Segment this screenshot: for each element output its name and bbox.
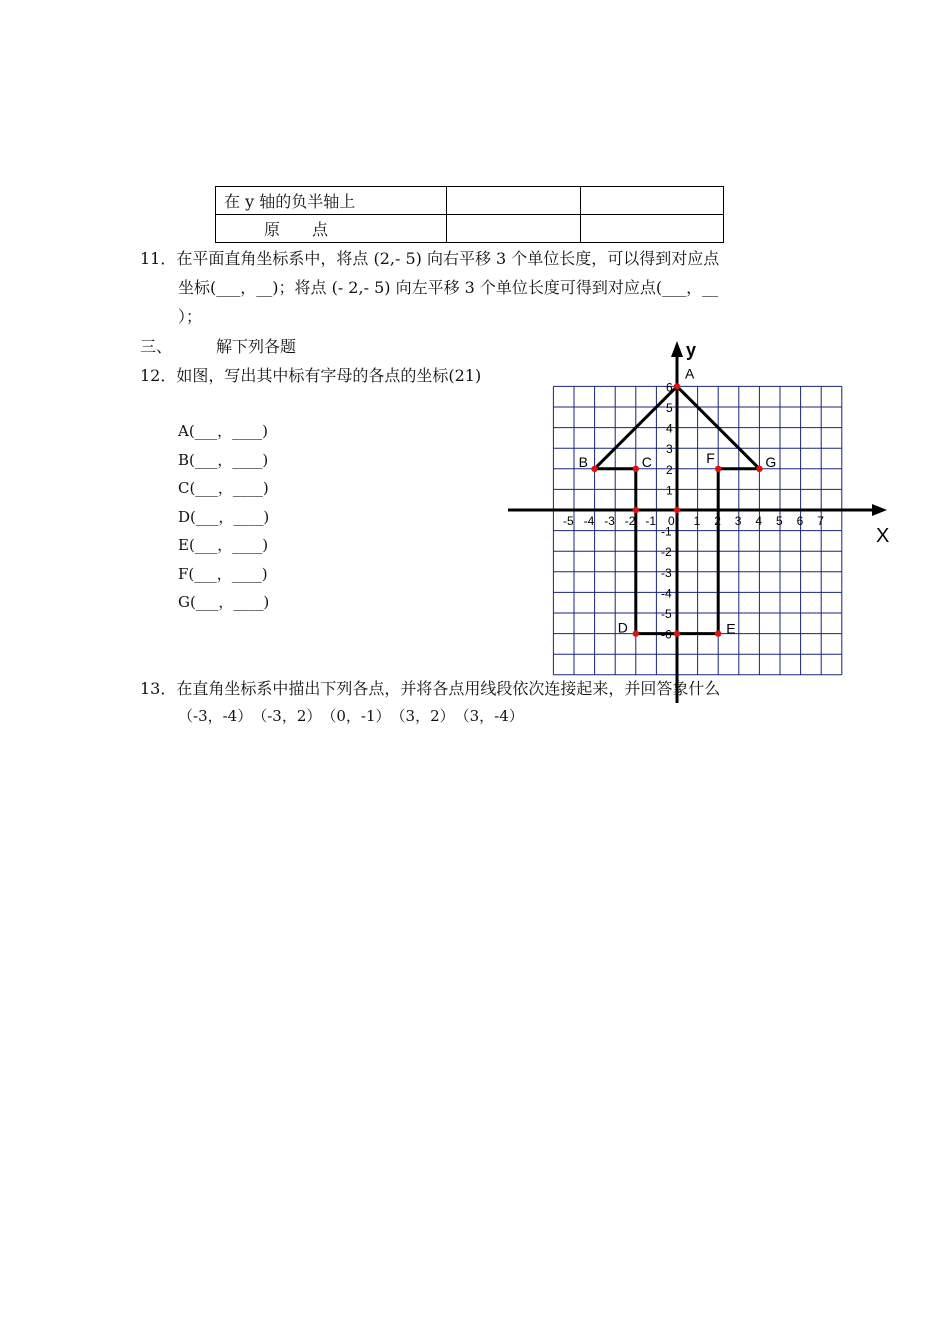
y-tick-label: 1 bbox=[666, 483, 673, 498]
y-tick-label: -5 bbox=[661, 607, 672, 621]
y-tick-label: 2 bbox=[666, 462, 673, 477]
x-axis-label: X bbox=[876, 525, 890, 547]
y-tick-label: -6 bbox=[661, 627, 672, 642]
y-tick-label: 6 bbox=[666, 380, 673, 395]
point-b-label: B bbox=[578, 453, 588, 470]
answer-line-f: F(___，____) bbox=[178, 565, 268, 583]
point-g-label: G bbox=[765, 453, 777, 470]
y-tick-label: -1 bbox=[661, 524, 672, 539]
x-tick-label: 2 bbox=[714, 514, 721, 528]
x-tick-label: 5 bbox=[776, 514, 783, 528]
point-g-marker bbox=[756, 466, 762, 472]
table-cell[interactable] bbox=[581, 187, 724, 215]
point-e-marker bbox=[715, 630, 721, 636]
point-b-marker bbox=[591, 466, 597, 472]
table-cell[interactable] bbox=[447, 215, 581, 243]
q12-text: 12．如图，写出其中标有字母的各点的坐标(21) bbox=[140, 366, 482, 385]
q13-points: （-3，-4） （-3，2） （0，-1） （3，2） （3，-4） bbox=[178, 707, 524, 725]
y-tick-label: 3 bbox=[666, 442, 673, 457]
point-marker bbox=[674, 630, 680, 636]
point-c-marker bbox=[633, 466, 639, 472]
answer-line-a: A(___，____) bbox=[178, 422, 269, 440]
answer-table bbox=[215, 186, 724, 243]
y-tick-label: -2 bbox=[661, 545, 672, 560]
point-d-label: D bbox=[617, 619, 628, 636]
y-axis-arrow bbox=[671, 341, 683, 357]
point-f-marker bbox=[715, 466, 721, 472]
point-f-label: F bbox=[706, 449, 715, 466]
y-tick-label: -3 bbox=[661, 565, 672, 580]
x-tick-label: 7 bbox=[817, 514, 824, 528]
q13-text: 13．在直角坐标系中描出下列各点，并将各点用线段依次连接起来，并回答象什么 bbox=[140, 679, 721, 698]
x-tick-label: 4 bbox=[755, 514, 763, 528]
section-number: 三、 bbox=[140, 337, 173, 356]
answer-line-g: G(___，____) bbox=[178, 593, 270, 611]
answer-line-d: D(___，____) bbox=[178, 508, 270, 526]
x-tick-label: 1 bbox=[693, 514, 701, 528]
x-tick-label: -3 bbox=[604, 514, 615, 528]
x-tick-label: -5 bbox=[563, 514, 574, 528]
x-axis-arrow bbox=[872, 504, 887, 516]
q11-line2: 坐标(___，__)；将点 (- 2,- 5) 向左平移 3 个单位长度可得到对应点(___，__ bbox=[178, 278, 719, 297]
x-tick-label: -1 bbox=[645, 514, 657, 528]
x-tick-label: -4 bbox=[583, 514, 595, 528]
table-row bbox=[216, 215, 724, 243]
point-marker bbox=[674, 507, 680, 513]
section-title: 解下列各题 bbox=[216, 337, 297, 356]
x-tick-label: 6 bbox=[796, 514, 804, 528]
x-tick-label: 3 bbox=[734, 514, 742, 528]
point-d-marker bbox=[633, 630, 639, 636]
grid bbox=[553, 386, 841, 674]
point-a-label: A bbox=[685, 365, 695, 382]
table-cell: 在 y 轴的负半轴上 bbox=[216, 187, 447, 215]
x-tick-label: 0 bbox=[668, 514, 675, 528]
q11-line3: ）； bbox=[178, 307, 203, 326]
q11-line1: 11．在平面直角坐标系中，将点 (2,- 5) 向右平移 3 个单位长度，可以得到对应点 bbox=[140, 249, 720, 268]
coordinate-graph bbox=[505, 335, 900, 705]
table-cell: 原 点 bbox=[216, 215, 447, 243]
answer-line-c: C(___，____) bbox=[178, 479, 269, 497]
point-marker bbox=[633, 507, 639, 513]
x-tick-label: -2 bbox=[624, 514, 636, 528]
table-cell[interactable] bbox=[447, 187, 581, 215]
y-tick-label: -4 bbox=[661, 586, 672, 601]
table-row bbox=[216, 187, 724, 215]
y-tick-label: 5 bbox=[666, 401, 673, 415]
point-a-marker bbox=[674, 383, 680, 389]
answer-line-e: E(___，____) bbox=[178, 536, 269, 554]
table-cell[interactable] bbox=[581, 215, 724, 243]
answer-line-b: B(___，____) bbox=[178, 451, 269, 469]
y-axis-label: y bbox=[686, 340, 697, 360]
y-tick-label: 4 bbox=[666, 421, 673, 436]
point-e-label: E bbox=[726, 620, 736, 637]
point-c-label: C bbox=[641, 453, 652, 470]
